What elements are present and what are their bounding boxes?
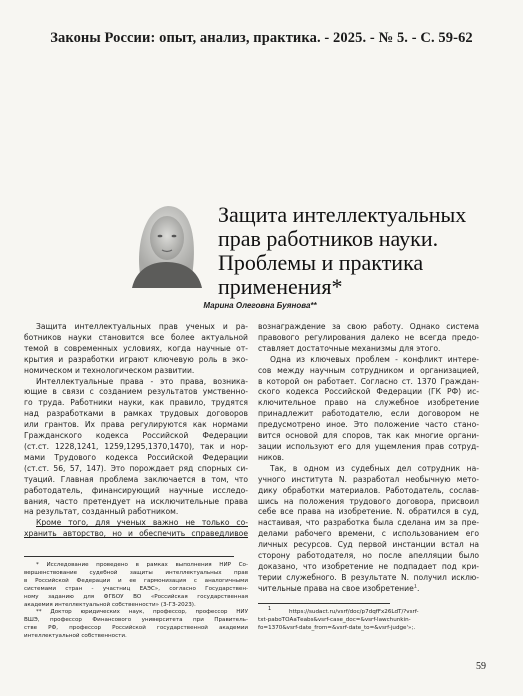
text-line: или грантов. Их права регулируются как нормами bbox=[24, 420, 248, 430]
article-title bbox=[218, 203, 514, 299]
text-line: (ст.ст. 56, 57, 147). Это порождает ряд спорных си- bbox=[24, 463, 248, 473]
footnote-link[interactable]: txt-pabоТОАаТеabs&vsrf-case_doc=&vsrf-lawchunkin- bbox=[258, 617, 411, 624]
title-line: прав работников науки. bbox=[218, 226, 439, 251]
text-line: вознаграждение за свою работу. Однако система bbox=[258, 322, 479, 331]
text-line: ставляет достаточные механизмы для этого. bbox=[258, 343, 441, 353]
text-line: го труда. Работники науки, как правило, трудятся bbox=[24, 398, 248, 408]
journal-header: Законы России: опыт, анализ, практика. - 2025. - № 5. - С. 59-62 bbox=[50, 30, 473, 46]
text-line: зации используют его для ущемления прав сотруд- bbox=[258, 441, 479, 451]
text-line: предусмотрено иное. Это положение часто стано- bbox=[258, 420, 479, 430]
footnote-line: ВШЭ, профессор Финансового университета при Правитель- bbox=[24, 617, 248, 624]
text-line: правового регулирования далеко не всегда предо- bbox=[258, 332, 479, 342]
text-line: мами Трудового кодекса Российской Федерации bbox=[24, 452, 248, 462]
text-line: Так, в одном из судебных дел сотрудник на- bbox=[270, 463, 479, 473]
footnote-line: * Исследование проведено в рамках выполнения НИР Со- bbox=[36, 562, 248, 568]
footnote-link[interactable]: https://sudact.ru/vsrf/doc/p7dqfFx26LdT/?vsrf- bbox=[288, 609, 419, 615]
left-column bbox=[24, 322, 248, 540]
footnote-line: стве РФ, профессор Российской государственной академии bbox=[24, 625, 248, 632]
author-photo bbox=[118, 196, 210, 288]
text-line: Гражданского кодекса Российской Федерации bbox=[24, 431, 248, 441]
text-line: себе все права на изобретение. N. обратился в суд, bbox=[258, 507, 479, 517]
text-line: (ст.ст. 1228,1241, 1259,1295,1370,1470), так и нор- bbox=[24, 441, 248, 451]
footnote-line: в Российской Федерации и ее гармонизация с аналогичными bbox=[24, 577, 248, 584]
footnote-divider bbox=[24, 556, 234, 557]
footnote-number: 1 bbox=[268, 606, 272, 613]
text-line: на результат, созданный работником. bbox=[24, 507, 179, 517]
footnote-line: системами стран - участниц ЕАЭС», согласно Государствен- bbox=[24, 585, 248, 592]
footnote-right bbox=[258, 608, 483, 633]
text-line: терии служебного. В результате N. получил исклю- bbox=[258, 572, 479, 582]
text-line: хранить авторство, но и обеспечить справедливое bbox=[24, 529, 248, 539]
text-line: вания, часто претендует на исключительные права bbox=[24, 496, 248, 506]
text-line: шись на положения трудового договора, присвоил bbox=[258, 496, 479, 506]
text-line: ников. bbox=[258, 452, 285, 462]
footnote-line: интеллектуальной собственности. bbox=[24, 633, 127, 640]
text-line: Защита интеллектуальных прав ученых и ра- bbox=[36, 322, 248, 331]
text-line: доказано, что изобретение не подпадает под кри- bbox=[258, 561, 479, 571]
right-column bbox=[258, 322, 479, 595]
text-line: вится основой для споров, так как многие органи- bbox=[258, 431, 479, 441]
text-line: крытия и разработки играют ключевую роль в эко- bbox=[24, 354, 248, 364]
title-line: Защита интеллектуальных bbox=[218, 202, 467, 227]
footnotes-left bbox=[24, 562, 248, 641]
text-line: ющие в связи с созданием результатов умственно- bbox=[24, 387, 248, 397]
text-line: учного института N. разработал необычную мето- bbox=[258, 474, 479, 484]
text-line: делами рабочего времени, с использованием его bbox=[258, 529, 479, 539]
text-line: сторону работодателя, но после апелляции было bbox=[258, 551, 479, 561]
text-line: темой в современных условиях, когда научные от- bbox=[24, 343, 248, 353]
text-line: ского кодекса Российской Федерации (ГК РФ) ис- bbox=[258, 387, 479, 397]
footnote-line: ному заданию для ФГБОУ ВО «Российская государственная bbox=[24, 593, 248, 600]
title-line: Проблемы и практика bbox=[218, 250, 424, 275]
text-line: сов между научным сотрудником и организацией, bbox=[258, 365, 479, 375]
footnote-link[interactable]: fo=1370&vsrf-date_from=&vsrf-date_to=&vsrf-judge'»;. bbox=[258, 625, 416, 632]
text-line: личных ресурсов. Суд первой инстанции встал на bbox=[258, 540, 479, 550]
footnote-line: академия интеллектуальной собственности» (3-ГЗ-2023). bbox=[24, 601, 196, 608]
text-line-final: чительные права на свое изобретение$^1$. bbox=[258, 583, 420, 593]
text-line: над разработками в рамках трудовых договоров bbox=[24, 409, 248, 419]
text-line: туаций. Главная проблема заключается в том, что bbox=[24, 474, 248, 484]
text-line: настаивая, что разработка была сделана им за пре- bbox=[258, 518, 479, 528]
text-line: Интеллектуальные права - это права, возника- bbox=[36, 376, 248, 386]
text-line: Одна из ключевых проблем - конфликт интере- bbox=[270, 354, 479, 364]
text-line: дику обработки материалов. Работодатель, сослав- bbox=[258, 485, 479, 495]
text-line: чительные права на свое изобретение bbox=[258, 583, 414, 593]
footnote-line: вершенствование судебной защиты интеллектуальных прав bbox=[24, 569, 248, 576]
footnote-right-first bbox=[258, 608, 483, 616]
text-line: номическом и технологическом развитии. bbox=[24, 365, 195, 375]
text-line: принадлежит работодателю, если договором не bbox=[258, 409, 479, 419]
footnote-divider-right bbox=[258, 603, 390, 604]
text-line: работодатель, финансирующий научные исследо- bbox=[24, 485, 248, 495]
title-line: применения* bbox=[218, 274, 343, 299]
footnote-line: ** Доктор юридических наук, профессор, профессор НИУ bbox=[36, 609, 248, 616]
text-line: в которой он работает. Согласно ст. 1370 Граждан- bbox=[258, 376, 479, 386]
text-line: ботников науки становится все более актуальной bbox=[24, 332, 248, 342]
page-number: 59 bbox=[476, 661, 486, 672]
text-line: Кроме того, для ученых важно не только со- bbox=[36, 518, 248, 528]
text-line: ключительное право на служебное изобретение bbox=[258, 398, 479, 408]
footnote-marker: 1 bbox=[413, 583, 417, 590]
author-name: Марина Олеговна Буянова** bbox=[203, 301, 317, 310]
